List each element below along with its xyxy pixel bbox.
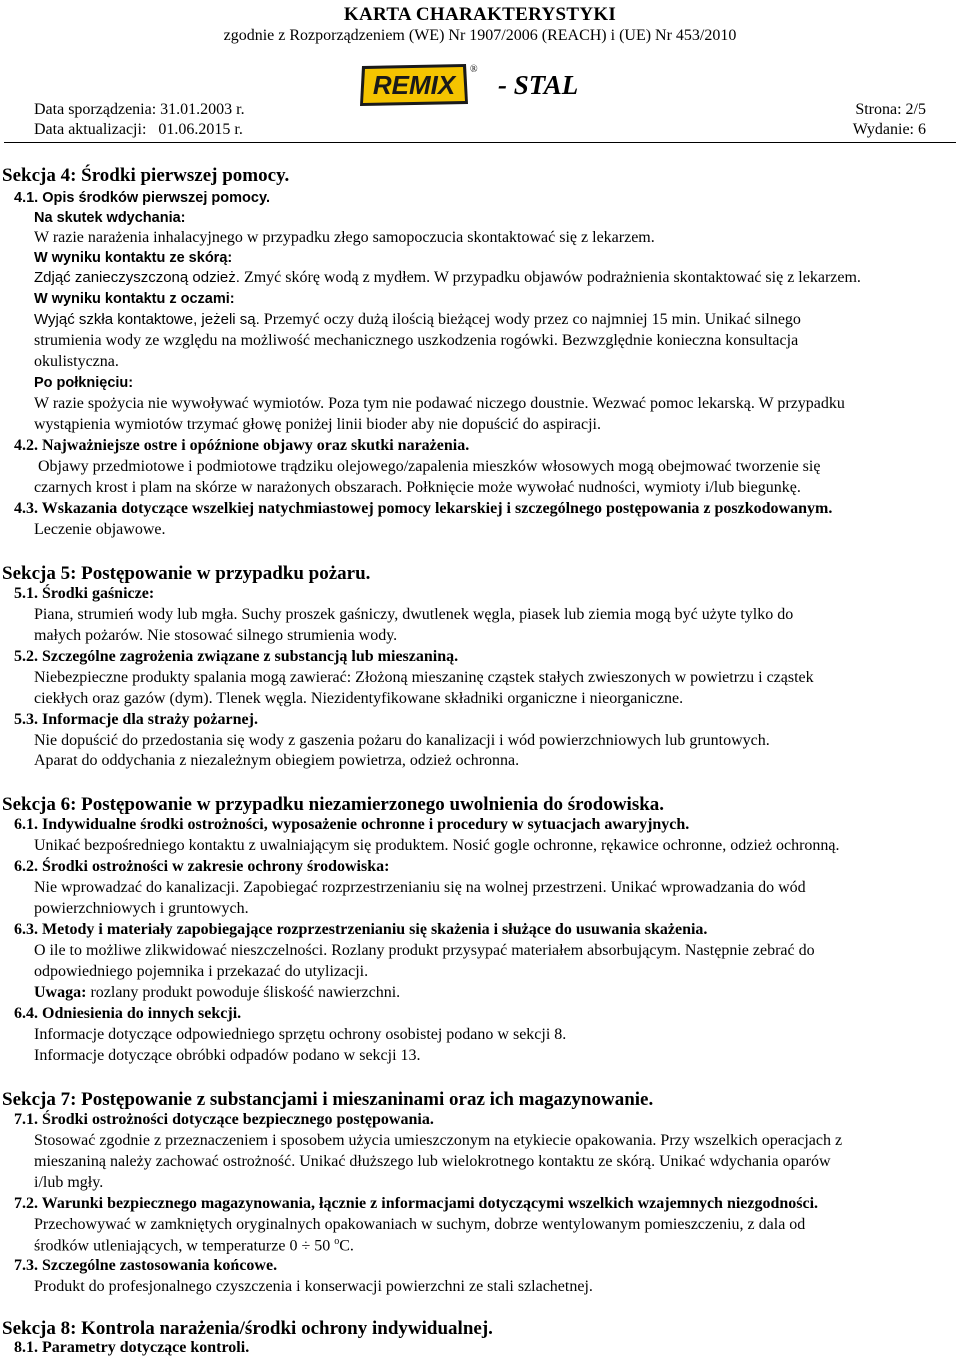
subsection-4-2-title: 4.2. Najważniejsze ostre i opóźnione objawy oraz skutki narażenia. [14,437,470,454]
regulation-reference: zgodnie z Rozporządzeniem (WE) Nr 1907/2006 (REACH) i (UE) Nr 453/2010 [223,27,737,44]
symptoms-text-2: czarnych krost i plam na skórze w narażonych obszarach. Połknięcie może wywołać nudności, wymioty i/lub biegunkę. [34,479,801,496]
treatment-text: Leczenie objawowe. [34,521,166,538]
remix-logo [358,62,470,108]
eye-contact-label [34,290,235,308]
skin-contact-label [34,249,232,267]
note-label: Uwaga: [34,984,87,1001]
label-text: W wyniku kontaktu z oczami: [34,291,235,307]
subsection-5-3-title: 5.3. Informacje dla straży pożarnej. [14,711,258,728]
end-use-text: Produkt do profesjonalnego czyszczenia i konserwacji powierzchni ze stali szlachetnej. [34,1278,593,1295]
heading-text: 4.1. Opis środków pierwszej pomocy. [14,190,270,206]
section-8-title: Sekcja 8: Kontrola narażenia/środki ochrony indywidualnej. [2,1318,493,1339]
subsection-4-1-title [14,189,270,207]
registered-mark: ® [470,64,478,75]
extinguishing-text-1: Piana, strumień wody lub mgła. Suchy proszek gaśniczy, dwutlenek węgla, piasek lub ziemia mogą być użyte tylko do [34,606,794,623]
edition-number: Wydanie: 6 [852,121,926,138]
firefighter-text-1: Nie dopuścić do przedostania się wody z gaszenia pożaru do kanalizacji i wód powierzchniowych lub gruntowych. [34,732,770,749]
subsection-5-2-title: 5.2. Szczególne zagrożenia związane z substancją lub mieszaniną. [14,648,459,665]
text-part: Wyjąć szkła kontaktowe, jeżeli są. [34,311,260,328]
subsection-4-3-title: 4.3. Wskazania dotyczące wszelkiej natychmiastowej pomocy lekarskiej i szczególnego postępowania z poszkodowanym. [14,500,833,517]
eye-contact-text-1 [34,311,801,329]
logo-text: REMIX [372,70,456,100]
hazards-text-2: ciekłych oraz gazów (dym). Tlenek węgla. Niezidentyfikowane składniki organiczne i nieorganiczne. [34,690,684,707]
creation-date: Data sporządzenia: 31.01.2003 r. [34,101,245,118]
degree-superscript: o [334,1236,340,1247]
ingestion-text-2: wystąpienia wymiotów trzymać głowę poniżej linii bioder aby nie dopuścić do aspiracji. [34,416,601,433]
subsection-8-1-title: 8.1. Parametry dotyczące kontroli. [14,1339,250,1356]
text-part: Zmyć skórę wodą z mydłem. W przypadku objawów podrażnienia skontaktować się z lekarzem. [239,269,861,286]
section-4-title: Sekcja 4: Środki pierwszej pomocy. [2,165,290,186]
handling-text-2: mieszaniną należy zachować ostrożność. Unikać dłuższego lub wielokrotnego kontaktu ze skórą. Unikać wdychania oparów [34,1153,831,1170]
symptoms-text-1: Objawy przedmiotowe i podmiotowe trądziku olejowego/zapalenia mieszków włosowych mogą obejmować tworzenie się [34,458,821,475]
subsection-6-1-title: 6.1. Indywidualne środki ostrożności, wyposażenie ochronne i procedury w sytuacjach awaryjnych. [14,816,690,833]
hazards-text-1: Niebezpieczne produkty spalania mogą zawierać: Złożoną mieszaninę cząstek stałych zwieszonych w powietrzu i cząstek [34,669,814,686]
subsection-6-3-title: 6.3. Metody i materiały zapobiegające rozprzestrzenianiu się skażenia i służące do usuwania skażenia. [14,921,708,938]
subsection-7-1-title: 7.1. Środki ostrożności dotyczące bezpiecznego postępowania. [14,1111,434,1128]
document-title: KARTA CHARAKTERYSTYKI [343,4,617,25]
ingestion-label [34,374,133,392]
ingestion-text-1: W razie spożycia nie wywoływać wymiotów. Poza tym nie podawać niczego doustnie. Wezwać pomoc lekarską. W przypadku [34,395,845,412]
text-part: Przemyć oczy dużą ilością bieżącej wody przez co najmniej 15 min. Unikać silnego [259,311,801,328]
cleanup-text-1: O ile to możliwe zlikwidować nieszczelności. Rozlany produkt przysypać materiałem absorbującym. Następnie zebrać do [34,942,815,959]
label-text: Na skutek wdychania: [34,210,186,226]
text-part: Zdjąć zanieczyszczoną odzież. [34,269,240,286]
label-text: W wyniku kontaktu ze skórą: [34,250,233,266]
label-text: Po połknięciu: [34,375,134,391]
page-number: Strona: 2/5 [855,101,926,118]
section-6-title: Sekcja 6: Postępowanie w przypadku niezamierzonego uwolnienia do środowiska. [2,794,665,815]
personal-precautions-text: Unikać bezpośredniego kontaktu z uwalniającym się produktem. Nosić gogle ochronne, rękawice ochronne, odzież ochronną. [34,837,840,854]
skin-contact-text [34,269,861,287]
environment-text-1: Nie wprowadzać do kanalizacji. Zapobiegać rozprzestrzenianiu się na wolnej przestrzeni. Unikać wprowadzania do wód [34,879,806,896]
storage-text-2 [34,1236,354,1255]
firefighter-text-2: Aparat do oddychania z niezależnym obiegiem powietrza, odzież ochronna. [34,752,520,769]
subsection-7-2-title: 7.2. Warunki bezpiecznego magazynowania, łącznie z informacjami dotyczącymi wszelkich wzajemnych niezgodności. [14,1195,819,1212]
subsection-5-1-title: 5.1. Środki gaśnicze: [14,585,155,602]
eye-contact-text-3: okulistyczna. [34,353,119,370]
handling-text-1: Stosować zgodnie z przeznaczeniem i sposobem użycia umieszczonym na etykiecie opakowania. Przy wszelkich operacjach z [34,1132,843,1149]
inhalation-text: W razie narażenia inhalacyjnego w przypadku złego samopoczucia skontaktować się z lekarzem. [34,229,655,246]
references-text-2: Informacje dotyczące obróbki odpadów podano w sekcji 13. [34,1047,421,1064]
subsection-7-3-title: 7.3. Szczególne zastosowania końcowe. [14,1257,278,1274]
inhalation-label [34,209,186,227]
extinguishing-text-2: małych pożarów. Nie stosować silnego strumienia wody. [34,627,398,644]
section-7-title: Sekcja 7: Postępowanie z substancjami i mieszaninami oraz ich magazynowanie. [2,1089,654,1110]
handling-text-3: i/lub mgły. [34,1174,104,1191]
eye-contact-text-2: strumienia wody ze względu na możliwość mechanicznego uszkodzenia rogówki. Bezwzględnie konieczna konsultacja [34,332,799,349]
cleanup-note [34,984,400,1002]
subsection-6-2-title: 6.2. Środki ostrożności w zakresie ochrony środowiska: [14,858,390,875]
update-date: Data aktualizacji: 01.06.2015 r. [34,121,243,138]
storage-text-1: Przechowywać w zamkniętych oryginalnych opakowaniach w suchym, dobrze wentylowanym pomieszczeniu, z dala od [34,1216,806,1233]
text-part: środków utleniających, w temperaturze 0 ÷ 50 [34,1237,335,1255]
subsection-6-4-title: 6.4. Odniesienia do innych sekcji. [14,1005,242,1022]
references-text-1: Informacje dotyczące odpowiedniego sprzętu ochrony osobistej podano w sekcji 8. [34,1026,567,1043]
cleanup-text-2: odpowiedniego pojemnika i przekazać do utylizacji. [34,963,369,980]
product-name: - STAL [498,70,579,100]
text-part: C. [339,1237,354,1255]
header-divider [4,142,956,143]
note-text: rozlany produkt powoduje śliskość nawierzchni. [86,984,401,1001]
section-5-title: Sekcja 5: Postępowanie w przypadku pożaru. [2,563,371,584]
environment-text-2: powierzchniowych i gruntowych. [34,900,249,917]
